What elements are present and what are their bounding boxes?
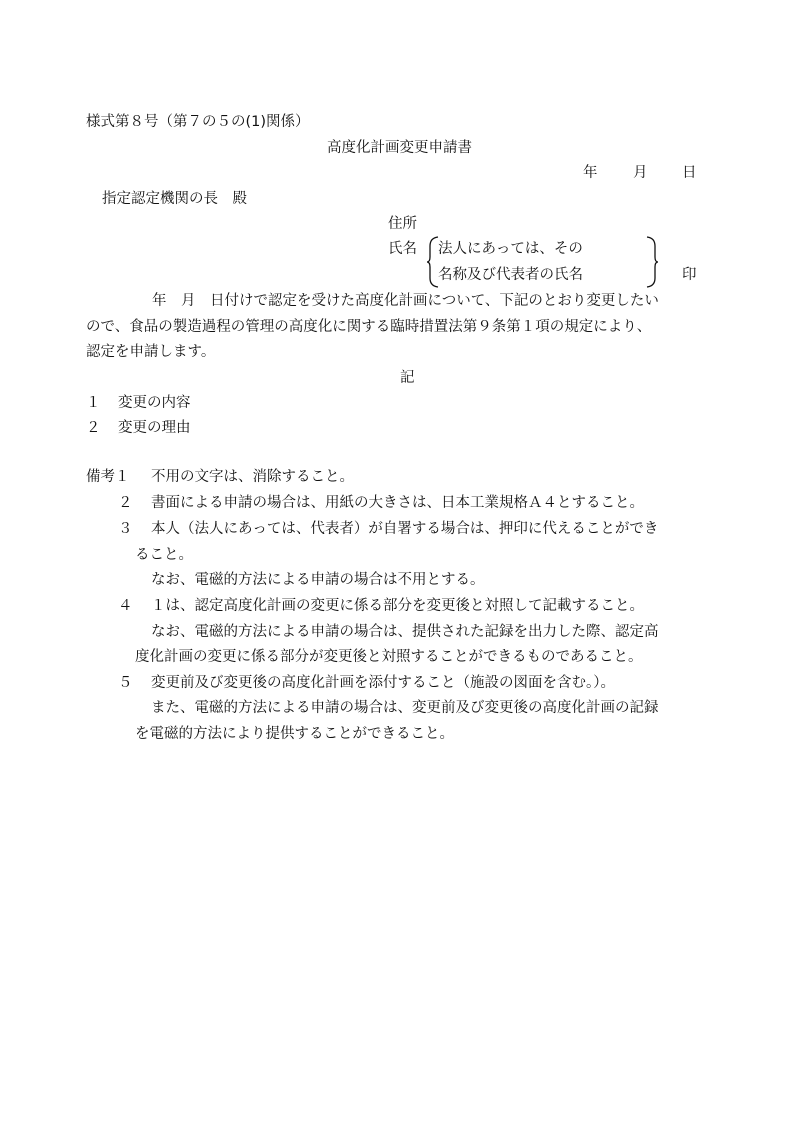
note-4-line-2: なお、電磁的方法による申請の場合は、提供された記録を出力した際、認定高 — [151, 624, 659, 640]
document-title: 高度化計画変更申請書 — [327, 140, 472, 156]
item-1-number: １ — [86, 395, 101, 411]
date-year-label: 年 — [583, 165, 598, 181]
note-1: 不用の文字は、消除すること。 — [151, 469, 354, 485]
note-5-number: ５ — [118, 675, 133, 691]
note-2-number: ２ — [118, 495, 133, 511]
note-3-line-2: ること。 — [135, 547, 193, 563]
item-2-text: 変更の理由 — [118, 420, 191, 436]
name-label: 氏名 — [388, 241, 417, 257]
date-day-label: 日 — [682, 165, 697, 181]
right-bracket — [645, 236, 659, 288]
item-1-text: 変更の内容 — [118, 395, 191, 411]
body-line-1: 年 月 日付けで認定を受けた高度化計画について、下記のとおり変更したい — [152, 293, 659, 309]
note-4-line-3: 度化計画の変更に係る部分が変更後と対照することができるものであること。 — [135, 649, 643, 665]
address-label: 住所 — [388, 216, 417, 232]
note-4-line-1: １は、認定高度化計画の変更に係る部分を変更後と対照して記載すること。 — [151, 598, 644, 614]
item-2-number: ２ — [86, 420, 101, 436]
note-3-line-1: 本人（法人にあっては、代表者）が自署する場合は、押印に代えることができ — [151, 521, 659, 537]
note-3-line-3: なお、電磁的方法による申請の場合は不用とする。 — [151, 572, 485, 588]
date-month-label: 月 — [633, 165, 648, 181]
note-3-number: ３ — [118, 521, 133, 537]
name-note-line1: 法人にあっては、その — [438, 241, 583, 257]
seal-mark: 印 — [682, 267, 697, 283]
form-number: 様式第８号（第７の５の(1)関係） — [86, 114, 310, 130]
addressee: 指定認定機関の長 殿 — [102, 191, 247, 207]
body-line-2: ので、食品の製造過程の管理の高度化に関する臨時措置法第９条第１項の規定により、 — [86, 319, 652, 335]
note-5-line-1: 変更前及び変更後の高度化計画を添付すること（施設の図面を含む。）。 — [151, 675, 615, 691]
note-5-line-2: また、電磁的方法による申請の場合は、変更前及び変更後の高度化計画の記録 — [151, 700, 659, 716]
note-2: 書面による申請の場合は、用紙の大きさは、日本工業規格Ａ４とすること。 — [151, 495, 644, 511]
name-note-line2: 名称及び代表者の氏名 — [438, 267, 583, 283]
notes-label: 備考１ — [86, 469, 130, 485]
note-5-line-3: を電磁的方法により提供することができること。 — [135, 726, 454, 742]
note-4-number: ４ — [118, 598, 133, 614]
ki-heading: 記 — [400, 370, 415, 386]
body-line-3: 認定を申請します。 — [86, 344, 216, 360]
